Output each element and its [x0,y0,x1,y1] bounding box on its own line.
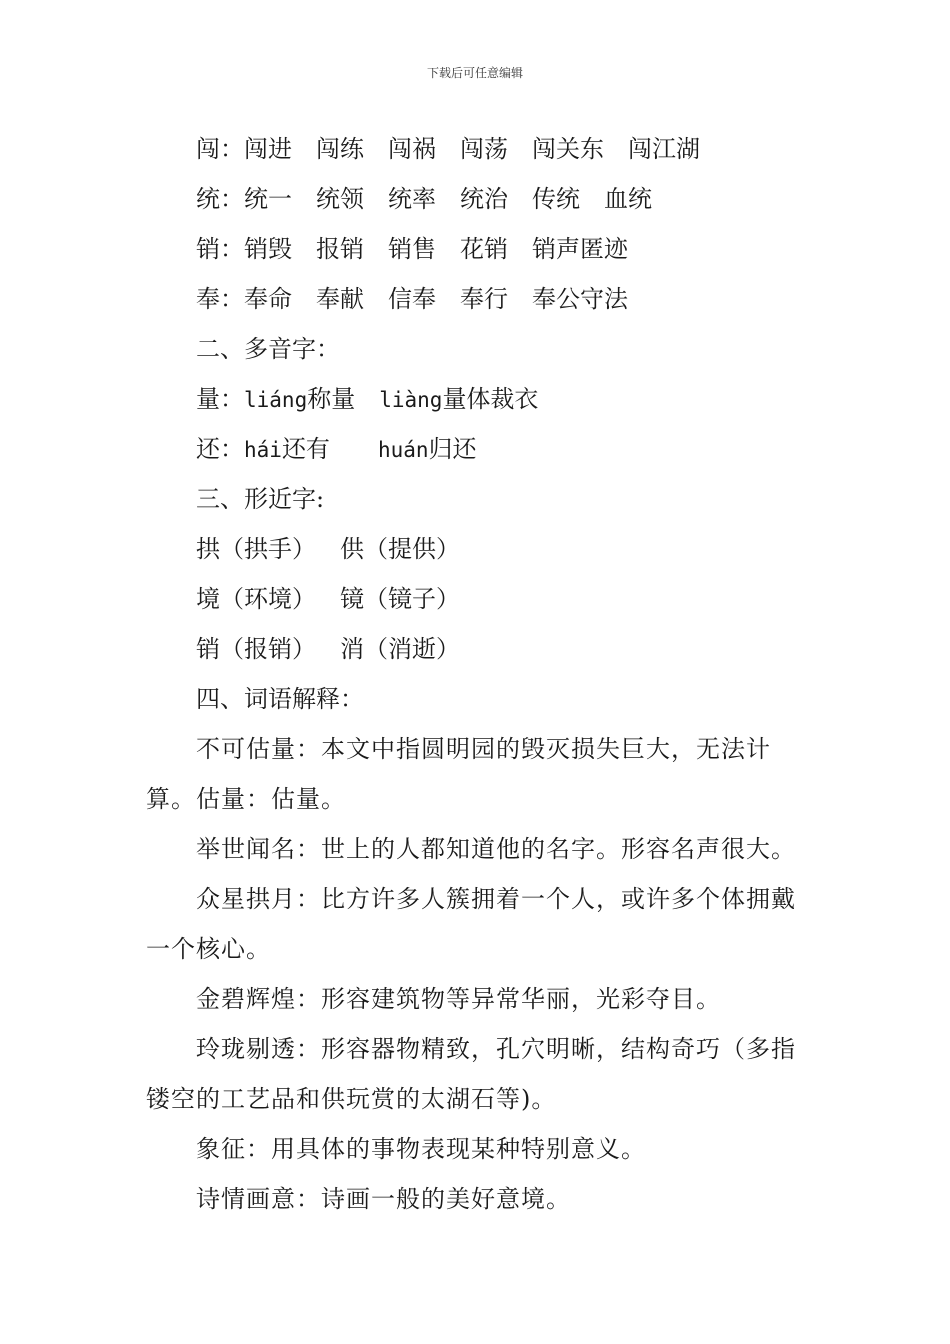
vocab-word: 奉命 [244,285,292,313]
section-heading: 二、多音字： [196,335,340,363]
polyphone-char: 还： [196,435,244,463]
similar-char: 供（提供） [340,535,460,563]
vocab-word: 奉行 [460,285,508,313]
similar-char: 境（环境） [196,585,316,613]
vocab-line [146,274,810,324]
vocab-word: 奉献 [316,285,364,313]
vocab-word: 闯江湖 [628,135,700,163]
definition-paragraph: 玲珑剔透：形容器物精致，孔穴明晰，结构奇巧（多指镂空的工艺品和供玩赏的太湖石等)。 [146,1035,796,1113]
vocab-word: 闯进 [244,135,292,163]
vocab-char: 奉： [196,285,244,313]
pinyin: liàng [379,388,443,412]
similar-char: 消（消逝） [340,635,460,663]
polyphone-word: 还有 [281,435,330,463]
definition-paragraph: 不可估量：本文中指圆明园的毁灭损失巨大，无法计算。估量：估量。 [146,735,771,813]
vocab-word: 统率 [388,185,436,213]
vocab-word: 闯练 [316,135,364,163]
document-body [146,124,810,1224]
polyphone-word: 称量 [307,385,356,413]
vocab-char: 销： [196,235,244,263]
polyphone-line [146,424,810,474]
similar-char: 镜（镜子） [340,585,460,613]
vocab-word: 销毁 [244,235,292,263]
vocab-word: 奉公守法 [532,285,628,313]
vocab-word: 花销 [460,235,508,263]
vocab-word: 销声匿迹 [532,235,628,263]
similar-line [146,574,810,624]
vocab-char: 统： [196,185,244,213]
vocab-line [146,224,810,274]
vocab-word: 报销 [316,235,364,263]
pinyin: hái [244,438,282,462]
vocab-word: 闯祸 [388,135,436,163]
vocab-word: 信奉 [388,285,436,313]
vocab-line [146,124,810,174]
definition-paragraph: 诗情画意：诗画一般的美好意境。 [196,1185,571,1213]
definition-paragraph: 众星拱月：比方许多人簇拥着一个人，或许多个体拥戴一个核心。 [146,885,796,963]
vocab-word: 闯荡 [460,135,508,163]
definition-paragraph: 金碧辉煌：形容建筑物等异常华丽，光彩夺目。 [196,985,721,1013]
similar-char: 拱（拱手） [196,535,316,563]
vocab-word: 统领 [316,185,364,213]
page-header: 下载后可任意编辑 [426,66,523,80]
vocab-line [146,174,810,224]
vocab-char: 闯： [196,135,244,163]
definition-paragraph: 象征：用具体的事物表现某种特别意义。 [196,1135,646,1163]
similar-line [146,524,810,574]
vocab-word: 统治 [460,185,508,213]
polyphone-word: 量体裁衣 [442,385,539,413]
vocab-word: 统一 [244,185,292,213]
polyphone-line [146,374,810,424]
vocab-word: 血统 [604,185,652,213]
similar-char: 销（报销） [196,635,316,663]
vocab-word: 销售 [388,235,436,263]
vocab-word: 传统 [532,185,580,213]
section-heading: 三、形近字: [196,485,325,513]
definition-paragraph: 举世闻名：世上的人都知道他的名字。形容名声很大。 [196,835,796,863]
pinyin: liáng [244,388,308,412]
section-heading: 四、词语解释： [196,685,364,713]
pinyin: huán [377,438,429,462]
polyphone-word: 归还 [428,435,477,463]
vocab-word: 闯关东 [532,135,604,163]
polyphone-char: 量： [196,385,244,413]
similar-line [146,624,810,674]
